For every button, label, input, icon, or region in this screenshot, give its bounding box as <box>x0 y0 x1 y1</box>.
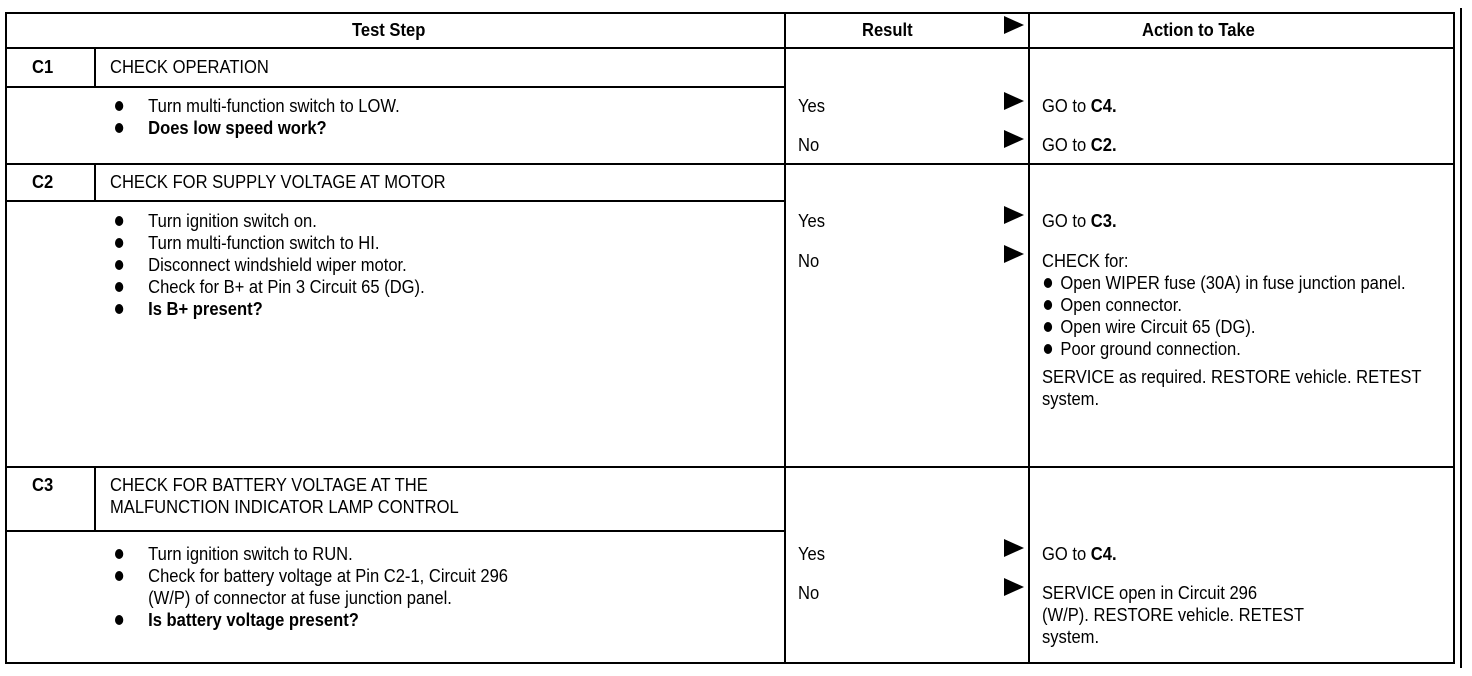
step-title: CHECK FOR SUPPLY VOLTAGE AT MOTOR <box>110 172 446 192</box>
step-title: CHECK OPERATION <box>110 57 269 77</box>
step-item: Check for battery voltage at Pin C2-1, Circuit 296 (W/P) of connector at fuse junction panel. <box>115 565 508 609</box>
step-item: Turn ignition switch to RUN. <box>115 543 508 565</box>
step-item: Turn multi-function switch to LOW. <box>115 95 400 117</box>
action <box>1042 210 1117 232</box>
header-action: Action to Take <box>1142 20 1255 40</box>
arrow-icon <box>1004 92 1024 110</box>
action-text: GO to <box>1042 135 1091 155</box>
step-item: Does low speed work? <box>115 117 400 139</box>
step-title-line: CHECK FOR BATTERY VOLTAGE AT THE <box>110 475 428 495</box>
step-item: Turn ignition switch on. <box>115 210 425 232</box>
action-text: GO to <box>1042 211 1091 231</box>
step-items <box>115 210 425 320</box>
action-text: system. <box>1042 627 1100 647</box>
result-no: No <box>798 135 820 155</box>
action <box>1042 134 1117 156</box>
arrow-icon <box>1004 16 1024 34</box>
step-item: Is B+ present? <box>115 298 425 320</box>
result-no: No <box>798 251 820 271</box>
step-item: Turn multi-function switch to HI. <box>115 232 425 254</box>
action-text: GO to <box>1042 544 1091 564</box>
step-item: Is battery voltage present? <box>115 609 508 631</box>
arrow-icon <box>1004 539 1024 557</box>
step-items <box>115 95 400 139</box>
step-item: Check for B+ at Pin 3 Circuit 65 (DG). <box>115 276 425 298</box>
step-items <box>115 543 508 631</box>
action-block <box>1042 582 1304 648</box>
result-yes: Yes <box>798 211 826 231</box>
action-text: GO to <box>1042 96 1091 116</box>
action-bullet: Open wire Circuit 65 (DG). <box>1042 316 1438 338</box>
action-target: C4. <box>1090 96 1117 116</box>
action <box>1042 95 1117 117</box>
step-id: C2 <box>32 172 54 192</box>
action <box>1042 543 1117 565</box>
action-bullet: Poor ground connection. <box>1042 338 1438 360</box>
header-test-step: Test Step <box>352 20 426 40</box>
arrow-icon <box>1004 578 1024 596</box>
action-target: C2. <box>1090 135 1117 155</box>
step-title <box>110 474 459 518</box>
action-block <box>1042 250 1438 410</box>
arrow-icon <box>1004 245 1024 263</box>
step-id: C3 <box>32 475 54 495</box>
step-item: Disconnect windshield wiper motor. <box>115 254 425 276</box>
action-text: SERVICE as required. RESTORE vehicle. RETEST system. <box>1042 367 1422 409</box>
right-border <box>1460 8 1462 668</box>
action-text: SERVICE open in Circuit 296 <box>1042 583 1258 603</box>
action-bullet: Open WIPER fuse (30A) in fuse junction panel. <box>1042 272 1438 294</box>
action-target: C3. <box>1090 211 1117 231</box>
result-yes: Yes <box>798 544 826 564</box>
action-bullet: Open connector. <box>1042 294 1438 316</box>
action-text: CHECK for: <box>1042 251 1129 271</box>
step-id: C1 <box>32 57 54 77</box>
arrow-icon <box>1004 130 1024 148</box>
result-yes: Yes <box>798 96 826 116</box>
step-title-line: MALFUNCTION INDICATOR LAMP CONTROL <box>110 497 459 517</box>
header-result: Result <box>862 20 913 40</box>
action-target: C4. <box>1090 544 1117 564</box>
action-text: (W/P). RESTORE vehicle. RETEST <box>1042 605 1304 625</box>
arrow-icon <box>1004 206 1024 224</box>
result-no: No <box>798 583 820 603</box>
